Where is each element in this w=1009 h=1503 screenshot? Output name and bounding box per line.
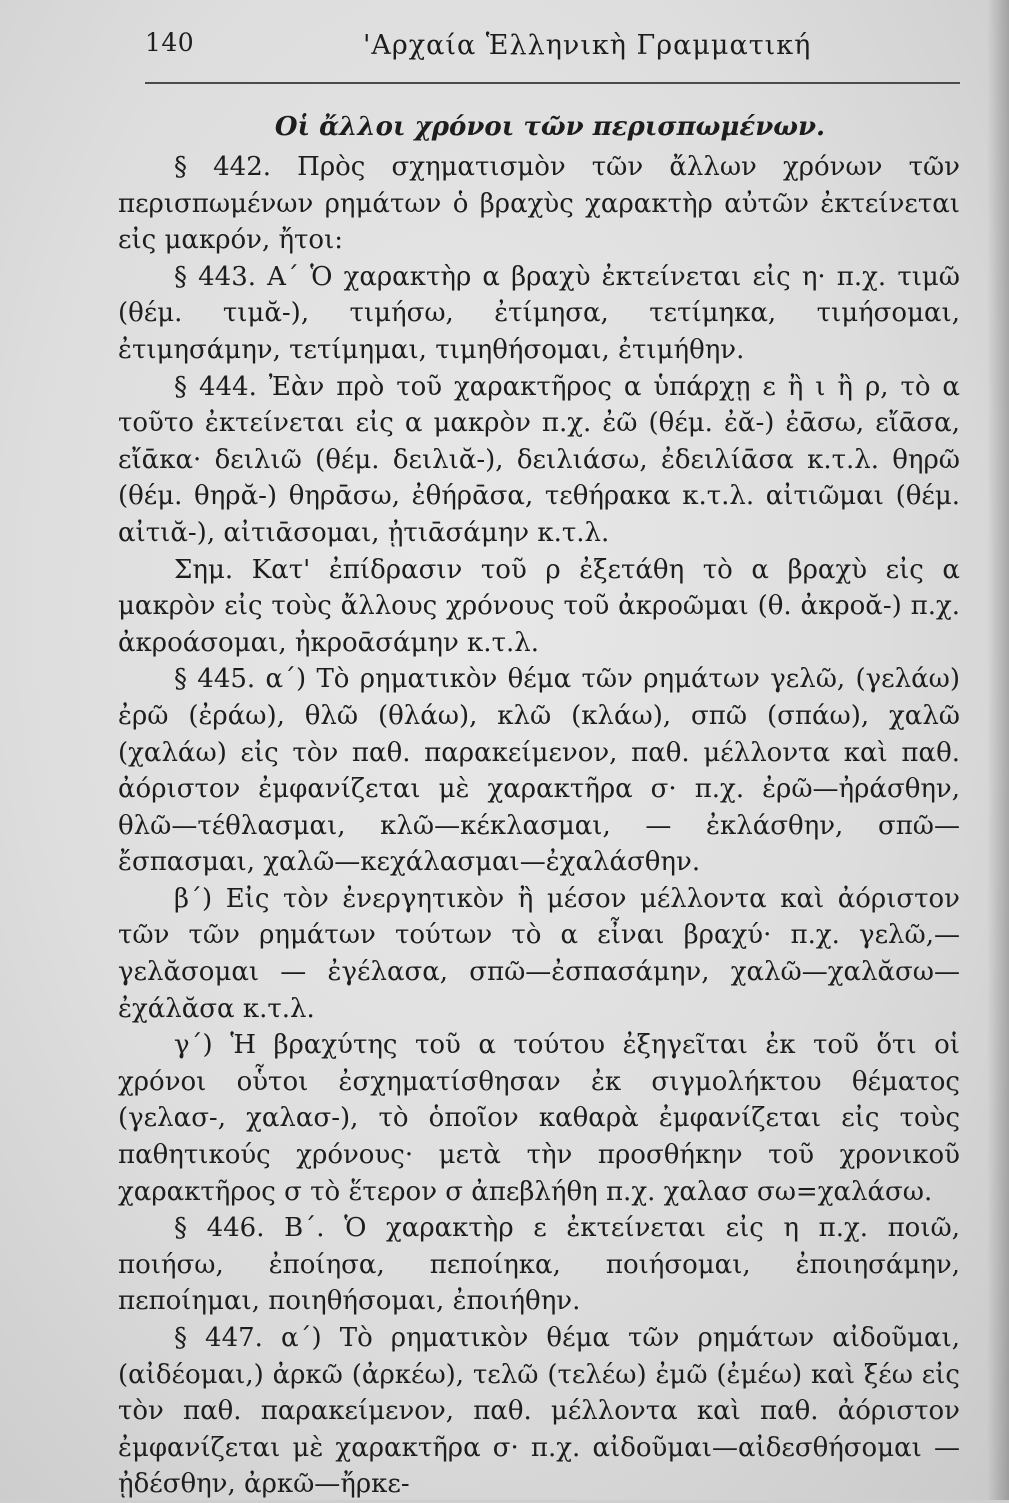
section-title: Οἱ ἄλλοι χρόνοι τῶν περισπωμένων. [274, 112, 826, 142]
paragraph-444: § 444. Ἐὰν πρὸ τοῦ χαρακτῆρος α ὑπάρχῃ ε ἢ ι ἢ ρ, τὸ α τοῦτο ἐκτείνεται εἰς α μακρὸν π.χ. ἐῶ (θέμ. ἐᾰ-) ἐᾱσω, εἴᾱσα, εἴᾱκα· δειλιῶ (θέμ. δειλιᾰ-), δειλιάσω, ἐδειλίᾱσα κ.τ.λ. θηρῶ (θέμ. θηρᾰ-) θηρᾱσω, ἐθήρᾱσα, τεθήρακα κ.τ.λ. αἰτιῶμαι (θέμ. αἰτιᾰ-), αἰτιᾱσομαι, ᾐτιᾱσάμην κ.τ.λ. [118, 371, 960, 548]
paragraph-442: § 442. Πρὸς σχηματισμὸν τῶν ἄλλων χρόνων τῶν περισπωμένων ρημάτων ὁ βραχὺς χαρακτὴρ αὐτῶν ἐκτείνεται εἰς μακρόν, ἤτοι: [118, 152, 960, 256]
paragraph-443: § 443. Α΄ Ὁ χαρακτὴρ α βραχὺ ἐκτείνεται εἰς η· π.χ. τιμῶ (θέμ. τιμᾰ-), τιμήσω, ἐτίμησα, τετίμηκα, τιμήσομαι, ἐτιμησάμην, τετίμημαι, τιμηθήσομαι, ἐτιμήθην. [118, 261, 960, 365]
header-rule [145, 82, 960, 84]
paragraph-445-c: γ΄) Ἡ βραχύτης τοῦ α τούτου ἐξηγεῖται ἐκ τοῦ ὅτι οἱ χρόνοι οὗτοι ἐσχηματίσθησαν ἐκ σιγμολήκτου θέματος (γελασ-, χαλασ-), τὸ ὁποῖον καθαρὰ ἐμφανίζεται εἰς τοὺς παθητικούς χρόνους· μετὰ τὴν προσθήκην τοῦ χρονικοῦ χαρακτῆρος σ τὸ ἕτερον σ ἀπεβλήθη π.χ. χαλασ σω=χαλάσω. [118, 1030, 960, 1207]
page-body [118, 105, 960, 1503]
paragraph-446: § 446. Β΄. Ὁ χαρακτὴρ ε ἐκτείνεται εἰς η π.χ. ποιῶ, ποιήσω, ἐποίησα, πεποίηκα, ποιήσομαι, ἐποιησάμην, πεποίημαι, ποιηθήσομαι, ἐποιήθην. [118, 1213, 960, 1317]
running-title: 'Αρχαία Ἑλληνικὴ Γραμματική [363, 30, 812, 61]
paragraph-445-b: β΄) Εἰς τὸν ἐνεργητικὸν ἢ μέσον μέλλοντα καὶ ἀόριστον τῶν τῶν ρημάτων τούτων τὸ α εἶναι βραχύ· π.χ. γελῶ,— γελᾰσομαι — ἐγέλασα, σπῶ—ἐσπασάμην, χαλῶ—χαλᾰσω—ἐχάλᾰσα κ.τ.λ. [118, 883, 960, 1024]
page-number: 140 [145, 28, 195, 57]
page-edge-shadow [987, 0, 1009, 1500]
note-paragraph: Σημ. Κατ' ἐπίδρασιν τοῦ ρ ἐξετάθη τὸ α βραχὺ εἰς α μακρὸν εἰς τοὺς ἄλλους χρόνους τοῦ ἀκροῶμαι (θ. ἀκροᾰ-) π.χ. ἀκροάσομαι, ἠκροᾱσάμην κ.τ.λ. [118, 554, 960, 658]
paragraph-445-a: § 445. α΄) Τὸ ρηματικὸν θέμα τῶν ρημάτων γελῶ, (γελάω) ἐρῶ (ἐράω), θλῶ (θλάω), κλῶ (κλάω), σπῶ (σπάω), χαλῶ (χαλάω) εἰς τὸν παθ. παρακείμενον, παθ. μέλλοντα καὶ παθ. ἀόριστον ἐμφανίζεται μὲ χαρακτῆρα σ· π.χ. ἐρῶ—ἠράσθην, θλῶ—τέθλασμαι, κλῶ—κέκλασμαι, — ἐκλάσθην, σπῶ—ἔσπασμαι, χαλῶ—κεχάλασμαι—ἐχαλάσθην. [118, 664, 960, 878]
page-header [145, 28, 960, 86]
paragraph-447: § 447. α΄) Τὸ ρηματικὸν θέμα τῶν ρημάτων αἰδοῦμαι, (αἰδέομαι,) ἀρκῶ (ἀρκέω), τελῶ (τελέω) ἐμῶ (ἐμέω) καὶ ξέω εἰς τὸν παθ. παρακείμενον, παθ. μέλλοντα καὶ παθ. ἀόριστον ἐμφανίζεται μὲ χαρακτῆρα σ· π.χ. αἰδοῦμαι—αἰδεσθήσομαι — ᾐδέσθην, ἀρκῶ—ἤρκε- [118, 1323, 960, 1500]
